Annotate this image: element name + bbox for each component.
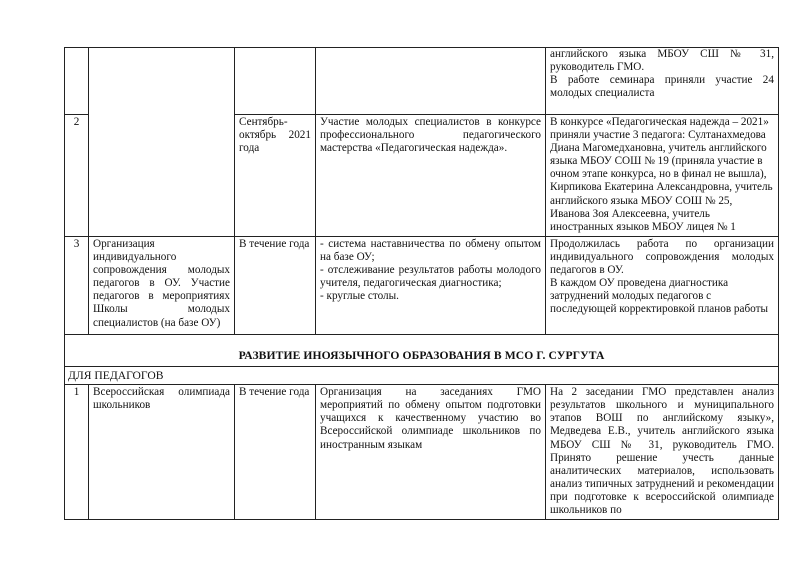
cell-num: 1 — [65, 385, 89, 520]
result-line: английского языка МБОУ СШ № 31, руководитель ГМО. — [550, 48, 774, 74]
section-title: РАЗВИТИЕ ИНОЯЗЫЧНОГО ОБРАЗОВАНИЯ В МСО Г. СУРГУТА — [65, 335, 779, 367]
cell-period — [235, 48, 316, 115]
cell-result — [546, 48, 779, 115]
subsection-title: ДЛЯ ПЕДАГОГОВ — [65, 367, 779, 385]
cell-result — [546, 237, 779, 335]
document-page — [64, 47, 778, 520]
table-row-continuation — [65, 48, 779, 115]
cell-result: В конкурсе «Педагогическая надежда – 2021» приняли участие 3 педагога: Султанахмедова Диана Магомедхановна, учитель английского языка МБОУ СОШ № 19 (приняла участие в очном этапе конкурса, но в финал не вышла), Кирпикова Екатерина Александровна, учитель английского языка МБОУ СОШ № 25, Иванова Зоя Алексеевна, учитель иностранных языков МБОУ лицея № 1 — [546, 115, 779, 237]
content-line: - отслеживание результатов работы молодого учителя, педагогическая диагностика; — [320, 264, 541, 290]
cell-content: Участие молодых специалистов в конкурсе профессионального педагогического мастерства «Педагогическая надежда». — [316, 115, 546, 237]
activity-table — [64, 47, 779, 520]
table-row — [65, 237, 779, 335]
cell-period: В течение года — [235, 385, 316, 520]
cell-content — [316, 48, 546, 115]
cell-num — [65, 48, 89, 115]
cell-event: Организация индивидуального сопровождения молодых педагогов в ОУ. Участие педагогов в мероприятиях Школы молодых специалистов (на базе ОУ) — [89, 237, 235, 335]
cell-result: На 2 заседании ГМО представлен анализ результатов школьного и муниципального этапов ВОШ по английскому языку», Медведева Е.В., учитель английского языка МБОУ СШ № 31, руководитель ГМО. Принято решение учесть данные аналитических материалов, использовать анализ типичных затруднений и рекомендации при подготовке к всероссийской олимпиаде школьников по — [546, 385, 779, 520]
table-row — [65, 385, 779, 520]
cell-event — [89, 48, 235, 237]
cell-content: Организация на заседаниях ГМО мероприятий по обмену опытом подготовки учащихся к качественному участию во Всероссийской олимпиаде школьников по иностранным языкам — [316, 385, 546, 520]
cell-content — [316, 237, 546, 335]
cell-period: Сентябрь-октябрь 2021 года — [235, 115, 316, 237]
cell-num: 3 — [65, 237, 89, 335]
result-line: Продолжилась работа по организации индивидуального сопровождения молодых педагогов в ОУ. — [550, 238, 774, 277]
result-line: В работе семинара приняли участие 24 молодых специалиста — [550, 74, 774, 100]
cell-period: В течение года — [235, 237, 316, 335]
result-line: В каждом ОУ проведена диагностика затруднений молодых педагогов с последующей корректировкой планов работы — [550, 277, 769, 316]
content-line: - система наставничества по обмену опытом на базе ОУ; — [320, 238, 541, 264]
subsection-title-row — [65, 367, 779, 385]
content-line: - круглые столы. — [320, 290, 399, 303]
cell-event: Всероссийская олимпиада школьников — [89, 385, 235, 520]
cell-num: 2 — [65, 115, 89, 237]
section-title-row — [65, 335, 779, 367]
